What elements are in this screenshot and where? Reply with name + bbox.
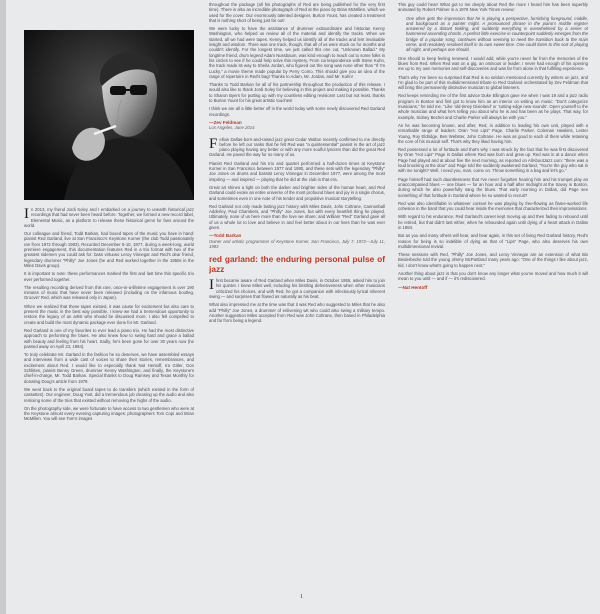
paragraph: This guy could hear! What got to me deeply about Red the more I heard him has been superbly animated by Robert Palmer in a 1976 New York Times review:	[398, 2, 588, 13]
paragraph: Our colleague and friend, Todd Barkan, had boxed tapes of the music you have in hand: pianist Red Garland, live at San Francisco's Keystone Korner (the club Todd passionately ran from 1972 through 1983). Recorded December 6-10, 1977, during a week-long, world premiere engagement, this documentation features Red in a trio format with two of the greatest sidemen you could ask for: bass virtuoso Leroy Vinnegar and Red's dear friend, legendary drummer "Philly" Joe Jones (he and Red worked together in the 1950s in the Miles Davis group).	[24, 231, 194, 268]
signature-name: —Todd Barkan	[209, 233, 242, 239]
drop-cap: I	[24, 207, 29, 222]
paragraph	[24, 207, 194, 228]
paragraph: I think we are all a little better off in the world today with some newly discovered Red Garland recordings.	[209, 106, 385, 117]
signature-name: —Zev Feldman	[209, 119, 242, 125]
paragraph: To truly celebrate Mr. Garland in the fashion he so deserves, we have assembled essays and interviews from a wide cast of voices to share their stories, remembrances, and excitement about Red. I would like to especially thank Nat Hentoff, Ira Gitler, Don Schlitten, pianist Benny Green, drummer Kenny Washington, and finally, the Keystone's chief-in-charge, Mr. Todd Barkan. Special thanks to Doug Ramsey and Texas Monthly for donating Doug's article from 1979.	[24, 352, 194, 384]
section-title: red garland: the enduring personal pulse of jazz	[209, 254, 385, 275]
column-left	[24, 207, 194, 592]
column-middle	[209, 2, 385, 592]
signature	[209, 120, 385, 131]
paragraph: throughout the package (all his photographs of Red are being published for the very first time). There is also an incredible photograph of Red at the piano by Brian McMillen, which we used for the cover. Our enormously talented designer, Burton Yount, has created a treatment that is nothing short of being just far out!	[209, 2, 385, 23]
paragraph: Page himself had such dauntlessness that I've never forgotten hearing him and his trumpet play an unaccompanied blues — one blues — for an hour and a half after midnight at the Savoy in Boston, during which he also powerfully sang the blues. That early morning in Dallas, did Page see something of that fortitude in Garland where he so wanted to recruit?	[398, 176, 588, 198]
column-right	[398, 2, 588, 606]
drop-cap: I	[209, 277, 214, 294]
paragraph	[209, 137, 385, 158]
paragraph: The resulting recording derived from this rare, once-in-a-lifetime engagement is over 190 minutes of music that have never been released (including on the infamous bootleg, Groovin' Red, which was released only in Japan).	[24, 284, 194, 301]
paragraph: We went back to the original board tapes to do transfers (which existed in the form of cassettes). Our engineer, Doug Yost, did a tremendous job cleaning up the audio and also remixing some of the trios that existed without removing the highs of the audio.	[24, 386, 194, 403]
paragraph: With regard to his endurance, Red Garland's career kept moving up and then fading to rebound until he retired, but that didn't last either, when he rebounded again until dying of a heart attack in Dallas in 1984.	[398, 214, 588, 230]
paragraph	[209, 278, 385, 299]
paragraph-text: ellow Dallas-born-and-raised jazz great Cedar Walton recently confirmed to me directly before he left our ranks that he felt Red was "a quintessential" pianist in the art of jazz piano playing having any better or with any more soulful lyricism than did the great Red Garland. He paved the way for so many of us.	[209, 136, 385, 158]
paragraph: It is important to note: these performances marked the first and last time this specific trio ever performed together.	[24, 271, 194, 282]
paragraph: Red keeps reminding me of the first advice Duke Ellington gave me when I was 19 and a jazz radio program in Boston and first got to know him as an interior on writing on music: "Don't categorize musicians," he told me. "Like 'old-timey Dixieland' or 'cutting-edge new sounds'. Open yourself to the whole musician and what he's telling you about who he is and has been as he plays. That way, for example, Sidney Bechet and Charlie Parker will always be with you."	[398, 93, 588, 120]
signature-title: Owner and artistic programmer of Keystone Korner, San Francisco, July 7, 1972—July 11, 1983	[209, 238, 385, 249]
paragraph: Red possessed a lot of fortitude and that's why I was struck by the fact that he was first discovered by Oran "Hot Lips" Page in Dallas where Red was born and grew up. Red was in at a dance when Page had played and at about five the next morning, as reported on AllAboutJazz.com: "there was a loud knocking at the door" and Page told the suddenly awakened Garland, "You're the guy who sat in with me tonight? Well, I need you, man, come on. Throw something in a bag and let's go."	[398, 147, 588, 174]
paragraph: We were lucky to have the assistance of drummer extraordinaire and historian Kenny Washington, who helped us review all of the material and identify the tracks. When we started, all we had were tapes. Kenny helped us identify all of the tracks and lent invaluable insight and wisdom. There was one track, though, that all of us were stuck on for months and couldn't identify. For the longest time, we just called this one cut, "Unknown Ballad." My longtime friend, drum legend Adam Nussbaum, was kind enough to reach out to some folks in his circles to see if he could help solve this mystery. From correspondence with Steve Kuhn, the track made its way to Sheila Jordan, who figured out the song was none other than "If I'm Lucky," a movie theme made popular by Perry Como. This should give you an idea of the range of repertoire in Red's bag! Thanks to Adam, Mr. Jordan, and Mr. Kuhn!	[209, 26, 385, 79]
paragraph: Thanks to Todd Barkan for all of his partnership throughout the production of this release. I would also like to thank Jordi Soley for believing in this project and making it possible. Thanks to Sharon Byers for putting up with my countless editing revisions! Last but not least, thanks to Burton Yount for his great artistic touches!	[209, 82, 385, 104]
signature-location: Los Angeles, June 2014	[209, 125, 255, 131]
paragraph: These sessions with Red, "Philly" Joe Jones, and Leroy Vinnegar are an extension of what Bix Beiderbecke told the young Jimmy McPartland many years ago: "One of the things I like about jazz, kid, I don't know what's going to happen next."	[398, 252, 588, 268]
paragraph: Red Garland not only made lasting jazz history with Miles Davis, John Coltrane, Cannonball Adderley, Paul Chambers, and "Philly" Joe Jones, but with every heartfelt thing he played. Ultimately, none of us here more than the love we share; and William "Red" Garland gave all of us a whole lot to love and believe in and feel better about in our lives than he was ever given.	[209, 203, 385, 230]
paragraph-text: n 2013, my friend Jordi Soley and I embarked on a journey to unearth historical jazz recordings that had never been heard before. Together, we formed a new record label, Elemental Music, as a platform to release these historical gems for fans around the world.	[24, 207, 194, 228]
photo-image	[24, 30, 194, 200]
signature	[209, 233, 385, 249]
paragraph: Red was also identifiable in whatever context he was playing by free-flowing as flame-worked life cohesion in the band that you could hear inside the memories that characterized their improvisations.	[398, 200, 588, 212]
paragraph: What also impressed me at the time was that it was Red who suggested to Miles that he also add "Philly" Joe Jones, a drummer of enlivening wit who could also swing a military tempo. Another suggestion Miles accepted from Red was John Coltrane, then based in Philadelphia and far from being a legend.	[209, 302, 385, 324]
paragraph: But as you and many others will hear, and hear again, in this set of living Red Garland history, Red's reason for being is so indelible of dying as that of "Lips" Page, who also deserves his own multidimensional revival.	[398, 233, 588, 249]
paragraph: When we realized that these tapes existed, it was cause for excitement but also care to present the music in the best way possible. I knew we had a tremendous opportunity to restore the legacy of an artist who should be discussed more. I also felt compelled to create and build the most dynamic package ever done for Mr. Garland.	[24, 303, 194, 325]
paragraph: On the photography side, we were fortunate to have access to two gentlemen who were at the Keystone almost every evening capturing images: photographers Tom Copi and Brian McMillen. You will see Tom's images	[24, 405, 194, 422]
paragraph: That's why I've been so surprised that Red is so seldom mentioned currently by writers on jazz, and I'm glad to be part of this multidimensional tribute to Red Garland orchestrated by Zev Feldman that will bring this permanently distinctive musician to global listeners.	[398, 74, 588, 91]
paragraph: Great art shines a light on both the darker and brighter sides of the human heart, and Red Garland could evoke an entire universe of the most profound blues and joy in a single chorus, and sometimes even in one note of his tender and propulsive musical storytelling.	[209, 184, 385, 201]
paragraph-text: first became aware of Red Garland when Miles Davis, in October 1955, asked him to join his quintet. I knew Miles well, including his bristling defensiveness when other musicians criticized his choices, and with Red, he got a companion with infectiously lyrical inherent swing — and surprises that flowed as naturally as his beat.	[209, 278, 385, 300]
paragraph: Another thing about jazz is that you don't know any longer what you've moved and how much it will mean to you until — and if — it's rediscovered.	[398, 271, 588, 282]
paragraph: Red Garland is one of my favorites to ever lead a piano trio. He had the most distinctive approach to performing the blues. He also knew how to swing hard and grace a ballad with beauty and feeling from his heart. Sadly, he's been gone for over 30 years now (he passed away on April 23, 1984).	[24, 327, 194, 349]
red-garland-photo	[24, 30, 194, 200]
paragraph: As he was becoming known, and after, Red, in addition to leading his own unit, played with a remarkable range of leaders: Oran "Hot Lips" Page, Charlie Parker, Coleman Hawkins, Lester Young, Roy Eldridge, Ben Webster, John Coltrane. He was as good to each of them while retaining the core of his musical self. That's why they liked having him.	[398, 122, 588, 144]
signature-name: —Nat Hentoff	[398, 284, 428, 290]
paragraph: One should to keep feeling renewed, I would add, while you're never far from the memories of the blues from Red. When Red was on a gig, an ominous or leader, I never had enough of his opening me up to my own memories and self-discoveries and was far from alone in that fulfilling experience.	[398, 55, 588, 72]
paragraph: Pianist Red Garland and his trio and quartet performed a half-dozen times at Keystone Korner in San Francisco between 1977 and 1980, and these sets with the legendary "Philly" Joe Jones on drums and bassist Leroy Vinnegar in December 1977, were among the most inspiring — and inspired — playing that he did at the club in that era.	[209, 160, 385, 182]
page-number: 1	[300, 594, 303, 600]
drop-cap: F	[209, 135, 218, 152]
block-quote: One often gets the impression that he is playing a perspective, furnishing foreground, middle, and background as a painter might. A pronounced phrase in the piano's middle register answered by a distant tinkling, and suddenly everything is overwhelmed by a series of hammered ascending chords. A perfect little exercise in counterpoint suddenly emerges from the bridge of a popular song, continues without seeming to need the transition back to the main verse, and resolutely resolved itself in its own sweet time. One could listen to this sort of playing all night, and perhaps one should.	[406, 15, 588, 53]
signature	[398, 285, 588, 290]
